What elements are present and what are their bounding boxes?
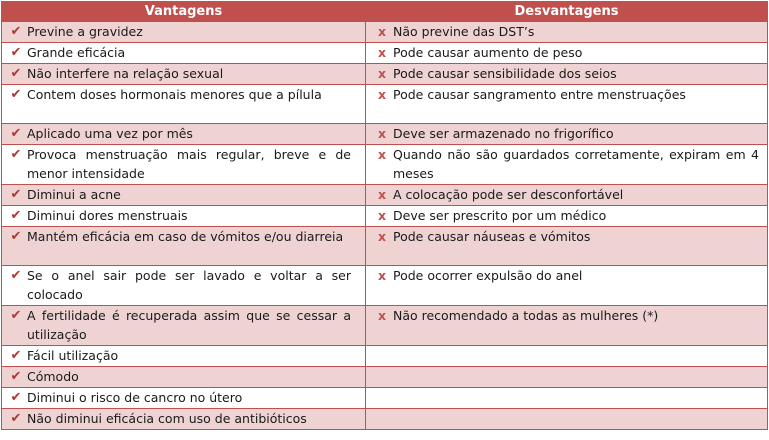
disadvantage-cell — [366, 388, 768, 409]
advantage-cell — [2, 388, 366, 409]
advantage-cell — [2, 43, 366, 64]
cross-icon: x — [377, 66, 387, 81]
table-row — [2, 266, 768, 306]
cross-icon: x — [377, 87, 387, 102]
disadvantage-text: Pode causar náuseas e vómitos — [393, 229, 591, 244]
cross-icon: x — [377, 24, 387, 39]
table-row — [2, 145, 768, 185]
disadvantage-cell — [366, 124, 768, 145]
check-icon: ✔ — [10, 369, 22, 384]
cross-icon: x — [377, 187, 387, 202]
check-icon: ✔ — [10, 411, 22, 426]
advantage-text: Diminui o risco de cancro no útero — [27, 390, 243, 405]
advantage-text: Previne a gravidez — [27, 24, 143, 39]
advantage-text: Diminui dores menstruais — [27, 208, 188, 223]
comparison-table — [1, 1, 768, 430]
check-icon: ✔ — [10, 187, 22, 202]
disadvantage-cell — [366, 85, 768, 124]
advantage-cell — [2, 266, 366, 306]
disadvantage-cell — [366, 409, 768, 430]
check-icon: ✔ — [10, 126, 22, 141]
advantage-cell — [2, 124, 366, 145]
table-row — [2, 409, 768, 430]
disadvantage-cell — [366, 367, 768, 388]
advantage-text: Grande eficácia — [27, 45, 126, 60]
advantage-cell — [2, 185, 366, 206]
advantage-cell — [2, 22, 366, 43]
disadvantage-text: Pode causar sensibilidade dos seios — [393, 66, 617, 81]
check-icon: ✔ — [10, 147, 22, 162]
disadvantages-header: Desvantagens — [366, 2, 768, 22]
advantage-text: Contem doses hormonais menores que a pílula — [27, 87, 322, 102]
check-icon: ✔ — [10, 348, 22, 363]
cross-icon: x — [377, 126, 387, 141]
disadvantage-text: Não recomendado a todas as mulheres (*) — [393, 308, 659, 323]
advantage-cell — [2, 85, 366, 124]
advantage-text: Cómodo — [27, 369, 79, 384]
table-row — [2, 124, 768, 145]
advantage-text: Não interfere na relação sexual — [27, 66, 224, 81]
disadvantage-cell — [366, 22, 768, 43]
check-icon: ✔ — [10, 229, 22, 244]
cross-icon: x — [377, 45, 387, 60]
advantage-text: Mantém eficácia em caso de vómitos e/ou diarreia — [27, 229, 344, 244]
table-row — [2, 22, 768, 43]
advantage-cell — [2, 346, 366, 367]
advantage-text: A fertilidade é recuperada assim que se cessar a utilização — [27, 308, 351, 342]
disadvantage-text: A colocação pode ser desconfortável — [393, 187, 624, 202]
disadvantage-text: Quando não são guardados corretamente, expiram em 4 meses — [393, 147, 759, 181]
disadvantage-text: Pode causar aumento de peso — [393, 45, 583, 60]
table-body — [2, 22, 768, 430]
advantage-cell — [2, 409, 366, 430]
table-header-row — [2, 2, 768, 22]
check-icon: ✔ — [10, 87, 22, 102]
advantage-cell — [2, 306, 366, 346]
table-row — [2, 367, 768, 388]
table-row — [2, 388, 768, 409]
disadvantage-cell — [366, 64, 768, 85]
check-icon: ✔ — [10, 208, 22, 223]
table-row — [2, 64, 768, 85]
advantage-cell — [2, 145, 366, 185]
check-icon: ✔ — [10, 45, 22, 60]
table-row — [2, 227, 768, 266]
check-icon: ✔ — [10, 268, 22, 283]
cross-icon: x — [377, 308, 387, 323]
table-row — [2, 185, 768, 206]
disadvantage-text: Pode causar sangramento entre menstruações — [393, 87, 686, 102]
advantage-text: Se o anel sair pode ser lavado e voltar a ser colocado — [27, 268, 351, 302]
disadvantage-cell — [366, 227, 768, 266]
cross-icon: x — [377, 208, 387, 223]
disadvantage-text: Pode ocorrer expulsão do anel — [393, 268, 583, 283]
advantage-cell — [2, 206, 366, 227]
check-icon: ✔ — [10, 66, 22, 81]
disadvantage-cell — [366, 306, 768, 346]
table-row — [2, 306, 768, 346]
table-row — [2, 206, 768, 227]
table-row — [2, 85, 768, 124]
advantage-text: Diminui a acne — [27, 187, 121, 202]
cross-icon: x — [377, 229, 387, 244]
disadvantage-text: Não previne das DST’s — [393, 24, 535, 39]
disadvantage-text: Deve ser prescrito por um médico — [393, 208, 607, 223]
check-icon: ✔ — [10, 24, 22, 39]
advantage-text: Provoca menstruação mais regular, breve e de menor intensidade — [27, 147, 351, 181]
table-row — [2, 346, 768, 367]
disadvantage-cell — [366, 266, 768, 306]
disadvantage-text: Deve ser armazenado no frigorífico — [393, 126, 614, 141]
advantage-text: Não diminui eficácia com uso de antibióticos — [27, 411, 307, 426]
advantage-cell — [2, 227, 366, 266]
advantage-text: Fácil utilização — [27, 348, 119, 363]
disadvantage-cell — [366, 43, 768, 64]
cross-icon: x — [377, 147, 387, 162]
check-icon: ✔ — [10, 390, 22, 405]
disadvantage-cell — [366, 346, 768, 367]
advantage-cell — [2, 367, 366, 388]
advantage-text: Aplicado uma vez por mês — [27, 126, 193, 141]
disadvantage-cell — [366, 145, 768, 185]
advantages-header: Vantagens — [2, 2, 366, 22]
table-row — [2, 43, 768, 64]
cross-icon: x — [377, 268, 387, 283]
advantage-cell — [2, 64, 366, 85]
check-icon: ✔ — [10, 308, 22, 323]
disadvantage-cell — [366, 206, 768, 227]
disadvantage-cell — [366, 185, 768, 206]
